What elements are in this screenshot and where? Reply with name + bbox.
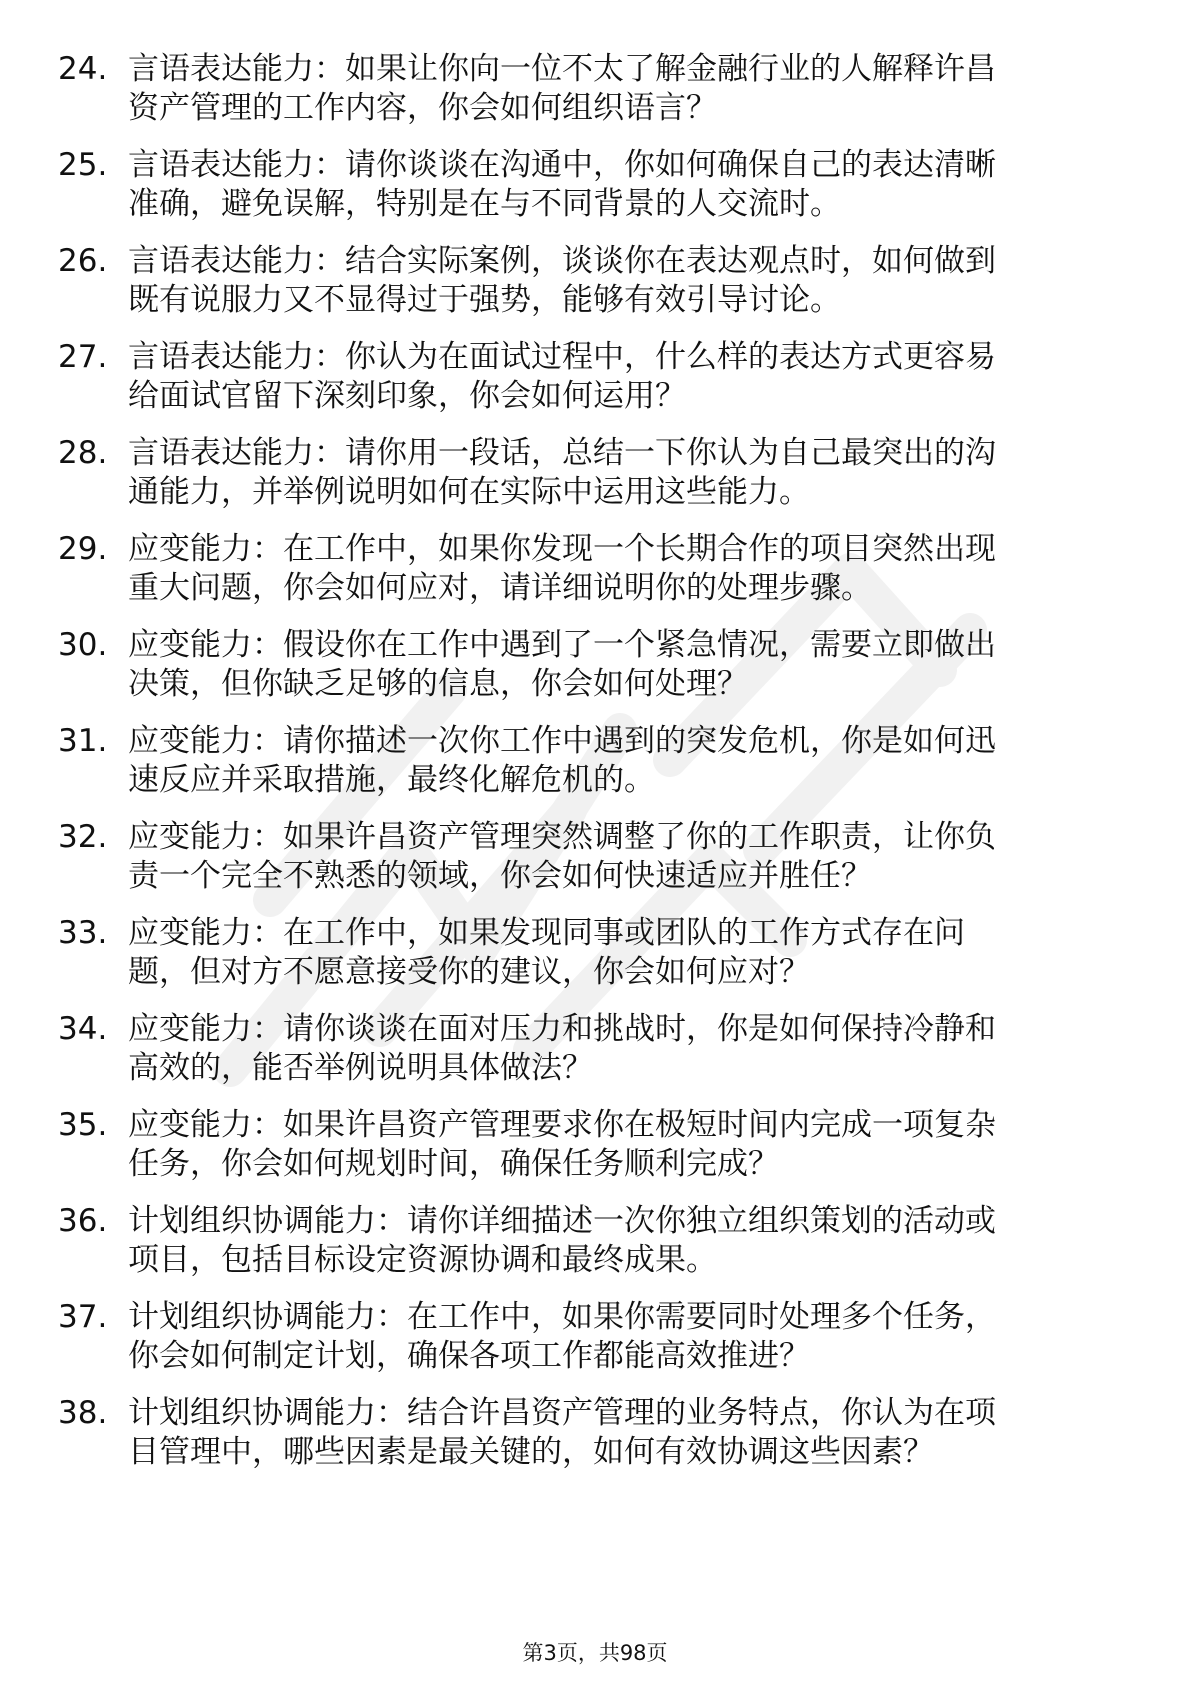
question-item bbox=[0, 434, 1190, 530]
question-number: 25. bbox=[58, 147, 108, 183]
question-text-line-2: 资产管理的工作内容，你会如何组织语言？ bbox=[128, 90, 717, 126]
question-text-line-1: 言语表达能力：你认为在面试过程中，什么样的表达方式更容易 bbox=[128, 339, 996, 375]
question-item bbox=[0, 338, 1190, 434]
question-number: 34. bbox=[58, 1011, 108, 1047]
question-text-line-1: 应变能力：假设你在工作中遇到了一个紧急情况，需要立即做出 bbox=[128, 627, 996, 663]
question-item bbox=[0, 1298, 1190, 1394]
question-number: 27. bbox=[58, 339, 108, 375]
question-text-line-1: 计划组织协调能力：结合许昌资产管理的业务特点，你认为在项 bbox=[128, 1395, 996, 1431]
question-text-line-1: 应变能力：在工作中，如果你发现一个长期合作的项目突然出现 bbox=[128, 531, 996, 567]
question-number: 35. bbox=[58, 1107, 108, 1143]
question-item bbox=[0, 1202, 1190, 1298]
question-number: 36. bbox=[58, 1203, 108, 1239]
question-text-line-1: 言语表达能力：结合实际案例，谈谈你在表达观点时，如何做到 bbox=[128, 243, 996, 279]
question-item bbox=[0, 722, 1190, 818]
question-number: 29. bbox=[58, 531, 108, 567]
question-text-line-2: 准确，避免误解，特别是在与不同背景的人交流时。 bbox=[128, 186, 841, 222]
question-text-line-2: 既有说服力又不显得过于强势，能够有效引导讨论。 bbox=[128, 282, 841, 318]
question-text-line-1: 计划组织协调能力：在工作中，如果你需要同时处理多个任务， bbox=[128, 1299, 996, 1335]
question-text-line-1: 应变能力：如果许昌资产管理突然调整了你的工作职责，让你负 bbox=[128, 819, 996, 855]
question-text-line-2: 速反应并采取措施，最终化解危机的。 bbox=[128, 762, 655, 798]
question-text-line-2: 决策，但你缺乏足够的信息，你会如何处理？ bbox=[128, 666, 748, 702]
question-number: 24. bbox=[58, 51, 108, 87]
question-number: 30. bbox=[58, 627, 108, 663]
question-number: 33. bbox=[58, 915, 108, 951]
question-item bbox=[0, 50, 1190, 146]
question-text-line-2: 重大问题，你会如何应对，请详细说明你的处理步骤。 bbox=[128, 570, 872, 606]
question-text-line-2: 项目，包括目标设定资源协调和最终成果。 bbox=[128, 1242, 717, 1278]
question-text-line-2: 任务，你会如何规划时间，确保任务顺利完成？ bbox=[128, 1146, 779, 1182]
question-text-line-2: 题，但对方不愿意接受你的建议，你会如何应对？ bbox=[128, 954, 810, 990]
question-text-line-2: 给面试官留下深刻印象，你会如何运用？ bbox=[128, 378, 686, 414]
question-text-line-1: 言语表达能力：请你谈谈在沟通中，你如何确保自己的表达清晰 bbox=[128, 147, 996, 183]
question-item bbox=[0, 626, 1190, 722]
question-item bbox=[0, 818, 1190, 914]
question-text-line-2: 你会如何制定计划，确保各项工作都能高效推进？ bbox=[128, 1338, 810, 1374]
question-number: 32. bbox=[58, 819, 108, 855]
question-text-line-1: 应变能力：如果许昌资产管理要求你在极短时间内完成一项复杂 bbox=[128, 1107, 996, 1143]
question-item bbox=[0, 530, 1190, 626]
question-text-line-1: 应变能力：请你谈谈在面对压力和挑战时，你是如何保持冷静和 bbox=[128, 1011, 996, 1047]
question-text-line-2: 高效的，能否举例说明具体做法？ bbox=[128, 1050, 593, 1086]
question-text-line-1: 计划组织协调能力：请你详细描述一次你独立组织策划的活动或 bbox=[128, 1203, 996, 1239]
question-item bbox=[0, 1394, 1190, 1490]
question-text-line-2: 目管理中，哪些因素是最关键的，如何有效协调这些因素？ bbox=[128, 1434, 934, 1470]
question-item bbox=[0, 1106, 1190, 1202]
question-item bbox=[0, 914, 1190, 1010]
question-number: 31. bbox=[58, 723, 108, 759]
question-number: 37. bbox=[58, 1299, 108, 1335]
question-item bbox=[0, 1010, 1190, 1106]
question-number: 38. bbox=[58, 1395, 108, 1431]
page-footer: 第3页，共98页 bbox=[522, 1641, 668, 1665]
question-number: 26. bbox=[58, 243, 108, 279]
question-text-line-1: 言语表达能力：请你用一段话，总结一下你认为自己最突出的沟 bbox=[128, 435, 996, 471]
question-text-line-1: 应变能力：在工作中，如果发现同事或团队的工作方式存在问 bbox=[128, 915, 965, 951]
question-text-line-2: 通能力，并举例说明如何在实际中运用这些能力。 bbox=[128, 474, 810, 510]
question-text-line-1: 言语表达能力：如果让你向一位不太了解金融行业的人解释许昌 bbox=[128, 51, 996, 87]
question-list bbox=[0, 50, 1190, 1490]
question-number: 28. bbox=[58, 435, 108, 471]
question-text-line-1: 应变能力：请你描述一次你工作中遇到的突发危机，你是如何迅 bbox=[128, 723, 996, 759]
question-text-line-2: 责一个完全不熟悉的领域，你会如何快速适应并胜任？ bbox=[128, 858, 872, 894]
question-item bbox=[0, 146, 1190, 242]
question-item bbox=[0, 242, 1190, 338]
